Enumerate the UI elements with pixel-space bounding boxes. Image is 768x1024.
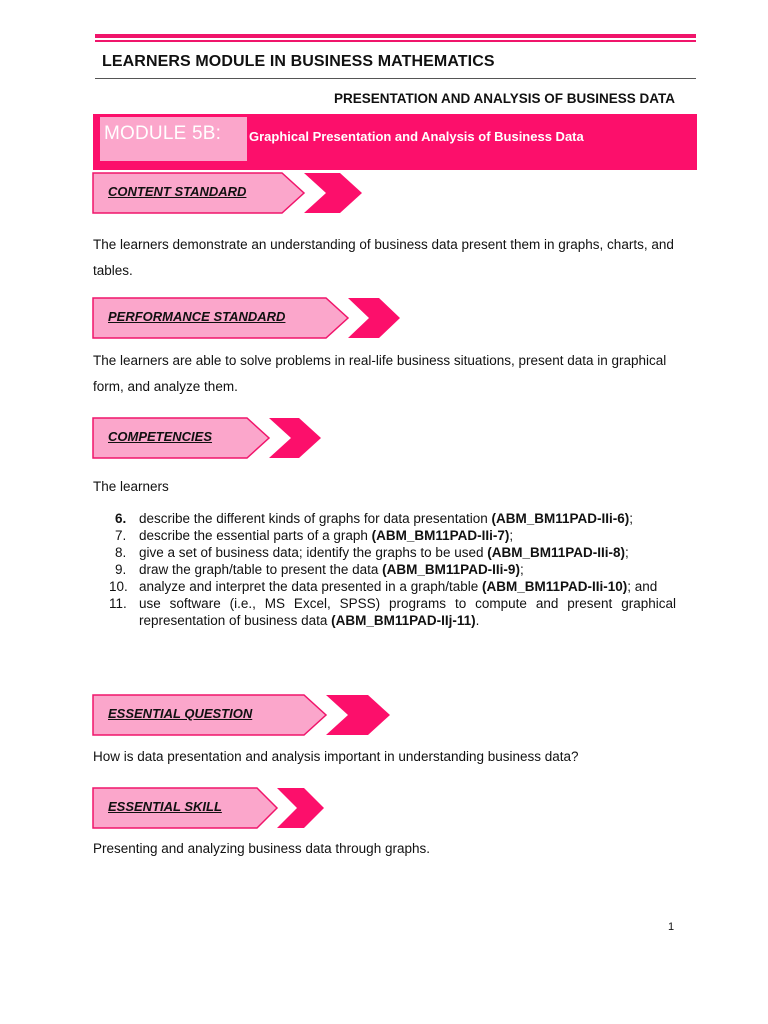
essential-skill-text: Presenting and analyzing business data through graphs. bbox=[93, 841, 430, 856]
list-item-text: analyze and interpret the data presented in a graph/table bbox=[139, 579, 482, 594]
performance-standard-label: PERFORMANCE STANDARD bbox=[108, 309, 286, 324]
competency-code: (ABM_BM11PAD-IIi-8) bbox=[487, 545, 625, 560]
header-top-bar bbox=[95, 34, 696, 38]
list-item-text: use software (i.e., MS Excel, SPSS) programs to compute and present graphical representation of business data bbox=[139, 596, 676, 628]
header-top-bar-thin bbox=[95, 40, 696, 42]
list-item-number: 7. bbox=[115, 528, 127, 543]
list-item bbox=[93, 595, 676, 629]
module-code: MODULE 5B: bbox=[104, 123, 222, 144]
list-item-text: draw the graph/table to present the data bbox=[139, 562, 383, 577]
chevron-right-icon bbox=[348, 298, 400, 338]
competency-code: (ABM_BM11PAD-IIi-10) bbox=[482, 579, 628, 594]
title-divider bbox=[95, 78, 696, 79]
competency-code: (ABM_BM11PAD-IIj-11) bbox=[331, 613, 476, 628]
list-item-text: describe the essential parts of a graph bbox=[139, 528, 372, 543]
competencies-label: COMPETENCIES bbox=[108, 429, 213, 444]
essential-question-text: How is data presentation and analysis important in understanding business data? bbox=[93, 749, 579, 764]
list-item-number: 10. bbox=[109, 579, 128, 594]
module-description: Graphical Presentation and Analysis of Business Data bbox=[249, 129, 584, 144]
list-item-tail: ; bbox=[519, 562, 524, 577]
performance-standard-text: The learners are able to solve problems in real-life business situations, present data in graphical form, and analyze them. bbox=[93, 353, 667, 394]
list-item-tail: ; bbox=[629, 511, 634, 526]
list-item-text: give a set of business data; identify the graphs to be used bbox=[139, 545, 488, 560]
chevron-right-icon bbox=[304, 173, 362, 213]
chevron-right-icon bbox=[277, 788, 324, 828]
list-item bbox=[93, 578, 676, 595]
competencies-list bbox=[93, 510, 676, 629]
list-item bbox=[93, 527, 676, 544]
list-item-number: 6. bbox=[115, 511, 127, 526]
essential-question-label: ESSENTIAL QUESTION bbox=[108, 706, 253, 721]
list-item-number: 11. bbox=[109, 596, 127, 611]
list-item-tail: . bbox=[475, 613, 480, 628]
list-item-tail: ; and bbox=[627, 579, 658, 594]
content-standard-text: The learners demonstrate an understanding of business data present them in graphs, charts, and tables. bbox=[93, 237, 674, 278]
competency-code: (ABM_BM11PAD-IIi-6) bbox=[491, 511, 630, 526]
document-title: LEARNERS MODULE IN BUSINESS MATHEMATICS bbox=[102, 53, 495, 70]
content-standard-label: CONTENT STANDARD bbox=[108, 184, 247, 199]
list-item-text: describe the different kinds of graphs for data presentation bbox=[139, 511, 492, 526]
essential-skill-label: ESSENTIAL SKILL bbox=[108, 799, 222, 814]
page-number: 1 bbox=[668, 921, 675, 933]
chevron-right-icon bbox=[269, 418, 321, 458]
competency-code: (ABM_BM11PAD-IIi-9) bbox=[382, 562, 520, 577]
list-item-number: 8. bbox=[115, 545, 127, 560]
competency-code: (ABM_BM11PAD-IIi-7) bbox=[371, 528, 510, 543]
list-item bbox=[93, 510, 676, 527]
competencies-intro: The learners bbox=[93, 479, 169, 494]
module-banner bbox=[93, 114, 697, 170]
chevron-right-icon bbox=[326, 695, 390, 735]
list-item-number: 9. bbox=[115, 562, 127, 577]
module-code-box bbox=[100, 117, 247, 161]
list-item bbox=[93, 561, 676, 578]
list-item bbox=[93, 544, 676, 561]
list-item-tail: ; bbox=[509, 528, 514, 543]
list-item-tail: ; bbox=[625, 545, 629, 560]
document-subtitle: PRESENTATION AND ANALYSIS OF BUSINESS DATA bbox=[333, 91, 675, 106]
